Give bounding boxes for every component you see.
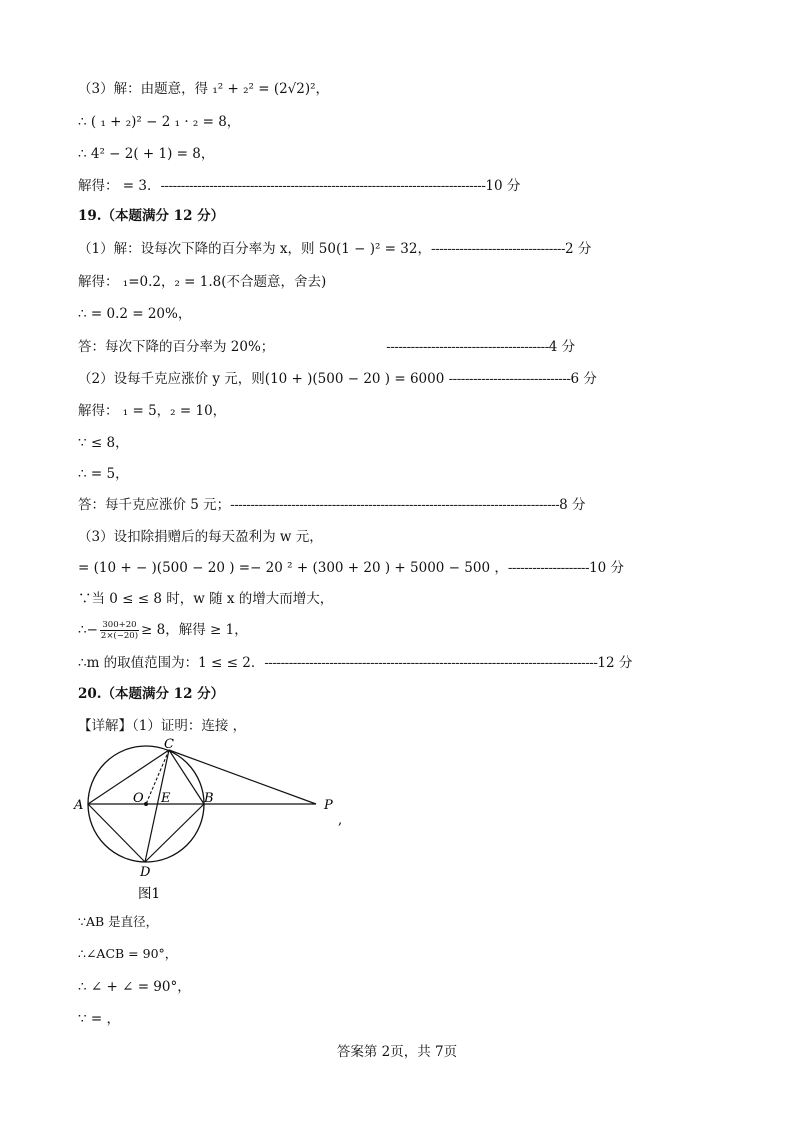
line-AC (88, 750, 169, 804)
label-D: D (140, 865, 151, 880)
geometry-figure (70, 736, 360, 906)
fraction-numerator: 300+20 (100, 620, 139, 631)
line-19-inequality (78, 618, 248, 642)
line-CD (145, 750, 169, 862)
score-dashes: --------------------------------- (430, 241, 565, 257)
label-B: B (204, 791, 214, 806)
line-part3-start: （3）解：由题意，得 ₁² + ₂² = (2√2)²， (78, 81, 330, 97)
score-mark: 2 分 (565, 241, 592, 257)
answer2-text: 答：每千克应涨价 5 元； (78, 497, 231, 513)
line-solve-result (78, 177, 520, 195)
label-E: E (161, 791, 171, 806)
line-substitution: ∴ 4² − 2( + 1) = 8， (78, 146, 215, 162)
line-19-part1 (78, 240, 591, 258)
line-19-roots: 解得： ₁=0.2，₂ = 1.8(不合题意，舍去) (78, 274, 327, 290)
fraction (100, 620, 139, 641)
question-19-heading: 19.（本题满分 12 分） (78, 208, 225, 224)
score-mark: 10 分 (485, 178, 521, 194)
score-dashes: -------------------------------------------------------------------------------- (160, 178, 486, 194)
line-19-part1-text: （1）解：设每次下降的百分率为 x，则 50(1 − )² = 32， (78, 241, 431, 257)
range-text: ∴m 的取值范围为：1 ≤ ≤ 2． (78, 655, 265, 671)
label-A: A (74, 798, 84, 813)
line-19-value: ∴ = 5， (78, 466, 129, 482)
question-20-heading: 20.（本题满分 12 分） (78, 686, 225, 702)
score-mark: 4 分 (548, 339, 576, 355)
line-19-range (78, 654, 632, 672)
figure-trailing-comma: , (338, 813, 343, 828)
score-mark: 10 分 (589, 560, 625, 576)
score-dashes: ---------------------------------------- (386, 339, 549, 355)
line-20-proof-start: 【详解】（1）证明：连接 ， (78, 718, 247, 734)
label-C: C (164, 737, 174, 752)
line-19-condition: ∵ ≤ 8， (78, 435, 129, 451)
line-20-right-angle: ∴∠ACB = 90°， (78, 946, 178, 961)
line-BD (145, 804, 204, 862)
line-19-profit-expr (78, 559, 624, 577)
score-dashes: -------------------- (507, 560, 590, 576)
solve-result-text: 解得： = 3． (78, 178, 161, 194)
label-P: P (324, 798, 333, 813)
page-footer: 答案第 2页，共 7页 (336, 1044, 458, 1060)
line-19-answer2 (78, 496, 586, 514)
line-19-part2 (78, 370, 597, 388)
line-20-angle-sum: ∴ ∠ + ∠ = 90°， (78, 979, 191, 995)
center-dot (144, 802, 148, 806)
line-19-roots2: 解得： ₁ = 5，₂ = 10， (78, 403, 227, 419)
line-CP (169, 750, 316, 804)
score-mark: 6 分 (570, 371, 597, 387)
line-CB (169, 750, 204, 804)
score-dashes: ---------------------------------------------------------------------------------- (264, 655, 598, 671)
inequality-suffix: ≥ 8，解得 ≥ 1， (141, 622, 248, 638)
profit-expr-text: = (10 + − )(500 − 20 ) =− 20 ² + (300 + 20 ) + 5000 − 500 ， (78, 560, 508, 576)
part2-text: （2）设每千克应涨价 y 元，则(10 + )(500 − 20 ) = 6000 (78, 371, 445, 387)
line-sum-identity: ∴ ( ₁ + ₂)² − 2 ₁ · ₂ = 8， (78, 114, 241, 130)
line-19-increasing: ∵当 0 ≤ ≤ 8 时，w 随 x 的增大而增大， (78, 591, 334, 607)
line-20-equal: ∵ = ， (78, 1011, 120, 1027)
score-dashes: ------------------------------ (448, 371, 571, 387)
answer1-text: 答：每次下降的百分率为 20%； (78, 339, 275, 355)
fraction-denominator: 2×(−20) (100, 631, 139, 641)
score-mark: 12 分 (597, 655, 633, 671)
label-O: O (133, 791, 144, 806)
line-19-part3: （3）设扣除捐赠后的每天盈利为 w 元， (78, 529, 323, 545)
score-dashes: --------------------------------------------------------------------------------- (230, 497, 560, 513)
line-19-answer1 (78, 338, 575, 356)
figure-caption: 图1 (138, 886, 161, 902)
inequality-prefix: ∴− (78, 622, 98, 638)
score-mark: 8 分 (559, 497, 586, 513)
line-20-diameter: ∵AB 是直径， (78, 914, 159, 929)
line-19-rate: ∴ = 0.2 = 20%， (78, 306, 192, 322)
